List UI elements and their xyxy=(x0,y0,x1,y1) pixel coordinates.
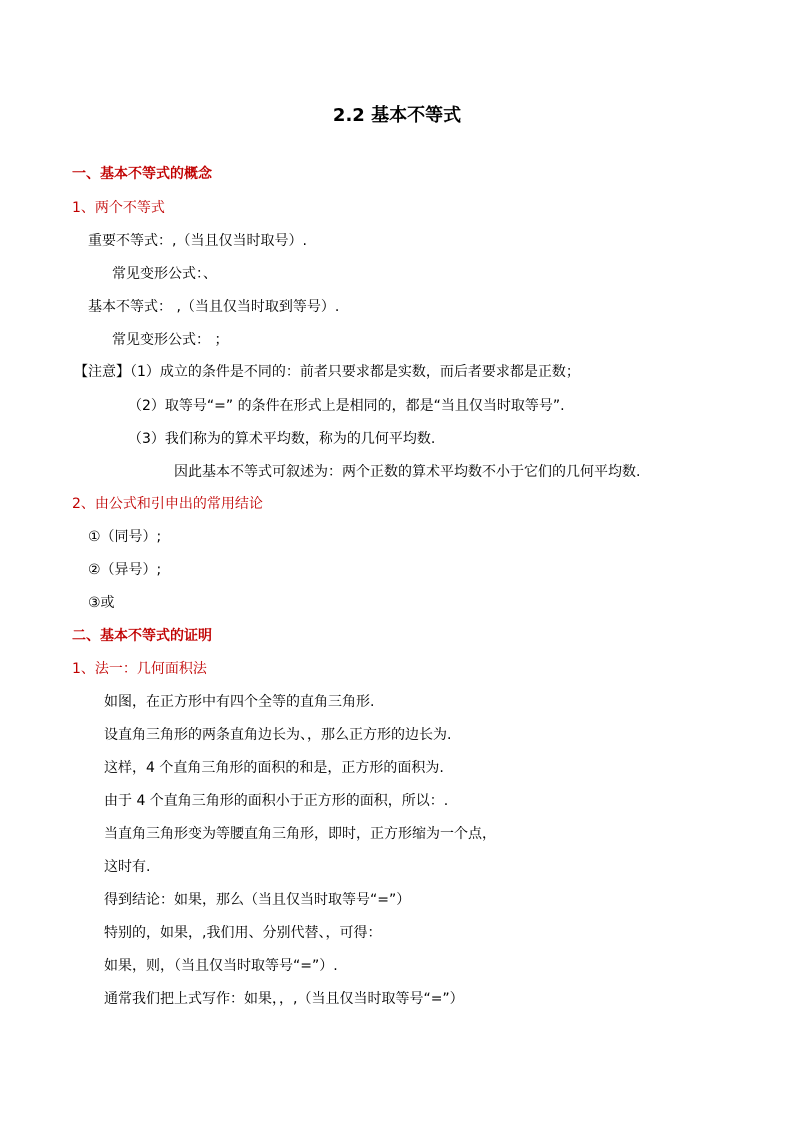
section-heading-proof: 二、基本不等式的证明 xyxy=(72,628,212,644)
proof-line: 这样，4 个直角三角形的面积的和是，正方形的面积为. xyxy=(104,760,444,776)
subsection-heading-geometric-method: 1、法一：几何面积法 xyxy=(72,661,207,677)
note-3: （3）我们称为的算术平均数，称为的几何平均数. xyxy=(128,431,436,447)
proof-line: 由于 4 个直角三角形的面积小于正方形的面积，所以：. xyxy=(104,793,449,809)
proof-line: 特别的，如果，,我们用、分别代替、，可得： xyxy=(104,925,382,941)
important-inequality: 重要不等式：,（当且仅当时取号）. xyxy=(88,233,307,249)
subsection-heading-common-conclusions: 2、由公式和引申出的常用结论 xyxy=(72,496,263,512)
proof-line: 当直角三角形变为等腰直角三角形，即时，正方形缩为一个点， xyxy=(104,826,496,842)
proof-line: 如图，在正方形中有四个全等的直角三角形. xyxy=(104,694,375,710)
proof-line: 这时有. xyxy=(104,859,151,875)
subsection-heading-two-inequalities: 1、两个不等式 xyxy=(72,200,165,216)
conclusion-item-3: ③或 xyxy=(88,595,115,611)
note-1: 【注意】（1）成立的条件是不同的：前者只要求都是实数，而后者要求都是正数； xyxy=(74,364,580,380)
proof-line: 设直角三角形的两条直角边长为、，那么正方形的边长为. xyxy=(104,727,452,743)
note-4: 因此基本不等式可叙述为：两个正数的算术平均数不小于它们的几何平均数. xyxy=(174,464,641,480)
important-inequality-variant: 常见变形公式：、 xyxy=(112,266,217,282)
conclusion-item-1: ①（同号）; xyxy=(88,529,162,545)
basic-inequality: 基本不等式： ,（当且仅当时取到等号）. xyxy=(88,299,340,315)
page-title: 2.2 基本不等式 xyxy=(332,105,462,126)
section-heading-concept: 一、基本不等式的概念 xyxy=(72,166,212,182)
proof-line: 通常我们把上式写作：如果，，,（当且仅当时取等号“=”） xyxy=(104,991,464,1007)
conclusion-item-2: ②（异号）; xyxy=(88,562,162,578)
proof-line: 得到结论：如果，那么（当且仅当时取等号“=”） xyxy=(104,892,411,908)
basic-inequality-variant: 常见变形公式： ； xyxy=(112,332,229,348)
proof-line: 如果，则，（当且仅当时取等号“=”）. xyxy=(104,958,338,974)
note-2: （2）取等号“=” 的条件在形式上是相同的，都是“当且仅当时取等号”. xyxy=(128,398,565,414)
